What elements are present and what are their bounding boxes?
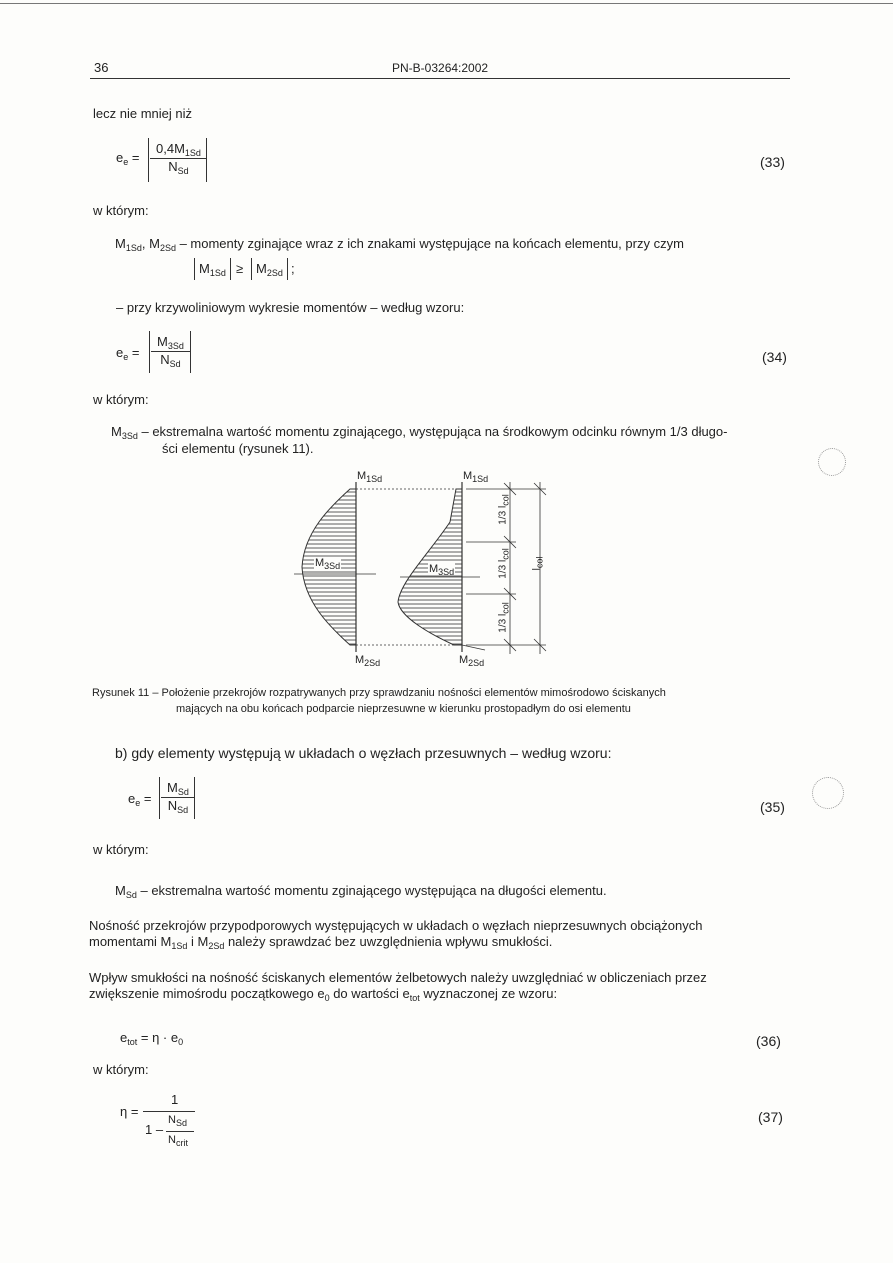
scan-edge-line bbox=[0, 3, 893, 4]
w-ktorym-3: w którym: bbox=[93, 842, 149, 857]
eq33-abs-right bbox=[206, 138, 207, 182]
eq33-lhs-sub: e bbox=[123, 157, 129, 167]
eq35-number: (35) bbox=[760, 799, 785, 815]
eq33-fraction: $0,4M_{1Sd}$ $N_{Sd}$ bbox=[150, 141, 207, 176]
def-m3-line2: ści elementu (rysunek 11). bbox=[162, 441, 314, 456]
eq33-number: (33) bbox=[760, 154, 785, 170]
def-m3-line1: $M_{3Sd}$ – ekstremalna wartość momentu zginającego, występująca na środkowym odcinku równym 1/3 długo- bbox=[111, 424, 728, 441]
eq34-number: (34) bbox=[762, 349, 787, 365]
fig-dim-total: lcol bbox=[531, 556, 545, 571]
scan-artifact bbox=[818, 448, 846, 476]
fig-label-bot-right: $M_{2Sd}$ bbox=[459, 654, 485, 668]
fig-dim-third-1: 1/3 lcol bbox=[497, 494, 511, 525]
eq33-lhs: e bbox=[116, 150, 124, 165]
intro-text: lecz nie mniej niż bbox=[93, 106, 192, 121]
scan-artifact bbox=[812, 777, 844, 809]
fig-label-mid-left: $M_{3Sd}$ bbox=[315, 557, 341, 571]
para1-line1: Nośność przekrojów przypodporowych występujących w układach o węzłach nieprzesuwnych obciążonych bbox=[89, 918, 703, 933]
eq33-equals: = bbox=[131, 150, 140, 165]
fig-label-bot-left: $M_{2Sd}$ bbox=[355, 654, 381, 668]
para2-line1: Wpływ smukłości na nośność ściskanych elementów żelbetowych należy uwzględniać w obliczeniach przez bbox=[89, 970, 707, 985]
def-msd: $M_{Sd}$ – ekstremalna wartość momentu zginającego występująca na długości elementu. bbox=[115, 883, 607, 900]
eq36-number: (36) bbox=[756, 1033, 781, 1049]
case-b-text: b) gdy elementy występują w układach o węzłach przesuwnych – według wzoru: bbox=[115, 745, 612, 761]
def-m1m2: $M_{1Sd}$, $M_{2Sd}$ – momenty zginające wraz z ich znakami występujące na końcach elementu, przy czym bbox=[115, 236, 684, 253]
w-ktorym-4: w którym: bbox=[93, 1062, 149, 1077]
eq33-abs-left bbox=[148, 138, 149, 182]
fig-dim-third-2: 1/3 lcol bbox=[497, 548, 511, 579]
curvilinear-text: – przy krzywoliniowym wykresie momentów – według wzoru: bbox=[116, 300, 465, 315]
fig-label-mid-right: $M_{3Sd}$ bbox=[429, 563, 455, 577]
fig-dim-third-3: 1/3 lcol bbox=[497, 602, 511, 633]
page-number: 36 bbox=[94, 60, 109, 75]
fig-label-top-left: $M_{1Sd}$ bbox=[357, 470, 383, 484]
para1-line2: momentami $M_{1Sd}$ i $M_{2Sd}$ należy sprawdzać bez uwzględnienia wpływu smukłości. bbox=[89, 934, 553, 951]
w-ktorym-1: w którym: bbox=[93, 203, 149, 218]
figure-caption-line1: Rysunek 11 – Położenie przekrojów rozpatrywanych przy sprawdzaniu nośności elementów mimośrodowo ściskanych bbox=[92, 687, 666, 699]
w-ktorym-2: w którym: bbox=[93, 392, 149, 407]
para2-line2: zwiększenie mimośrodu początkowego $e_0$ do wartości $e_{tot}$ wyznaczonej ze wzoru: bbox=[89, 986, 558, 1003]
figure-caption-line2: mających na obu końcach podparcie nieprzesuwne w kierunku prostopadłym do osi elementu bbox=[176, 703, 631, 715]
header-rule bbox=[90, 78, 790, 79]
fig-label-top-right: $M_{1Sd}$ bbox=[463, 470, 489, 484]
eq37-number: (37) bbox=[758, 1109, 783, 1125]
standard-code: PN-B-03264:2002 bbox=[392, 61, 489, 75]
